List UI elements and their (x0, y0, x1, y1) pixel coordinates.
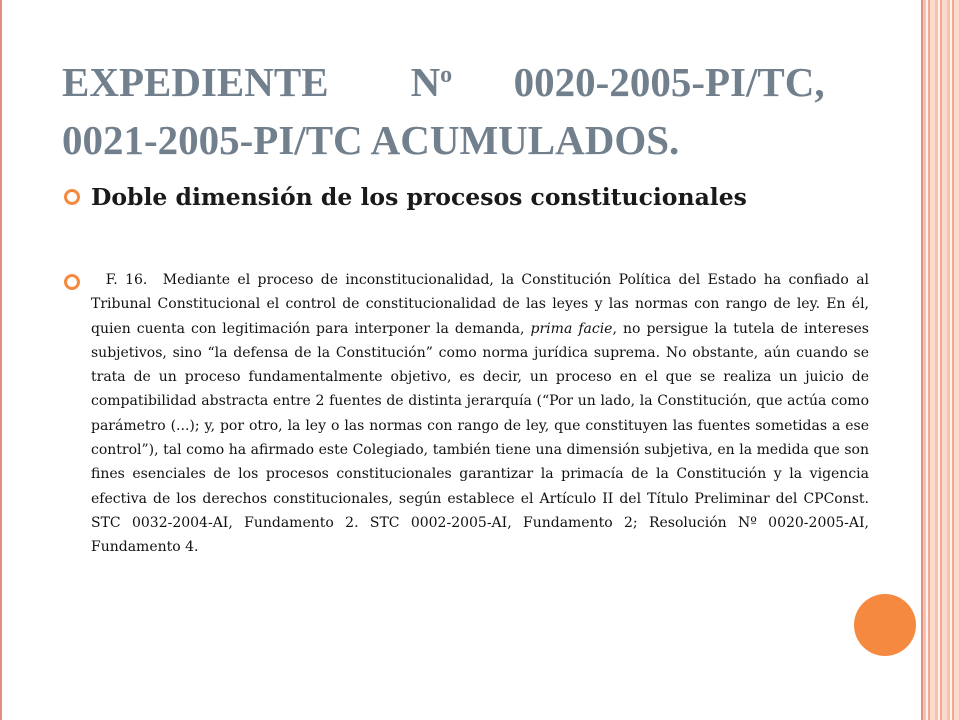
bullet-circle-icon (64, 189, 80, 205)
decorative-orange-circle (854, 594, 916, 656)
title-line1-part2: 0020-2005-PI/TC, (513, 59, 825, 105)
paragraph-italic-term: prima facie (530, 320, 613, 337)
title-line1-part1: EXPEDIENTE (62, 59, 329, 105)
decorative-side-stripe (923, 0, 960, 720)
bullet-heading: Doble dimensión de los procesos constitucionales (91, 183, 747, 211)
paragraph-text-start: Mediante el proceso de inconstitucionalidad, la Constitución Política del Estado ha confiado al Tribunal Constitucional el control de constitucionalidad de las leyes y las normas con rango de ley. En él, quien cuenta con legitimación para interponer la demanda, (91, 272, 870, 337)
title-number-symbol: N (410, 59, 441, 105)
bullet-circle-icon (64, 274, 80, 290)
bullet-paragraph (91, 268, 869, 560)
slide-title (62, 46, 868, 169)
paragraph-reference: F. 16. (105, 272, 148, 288)
paragraph-text-end: , no persigue la tutela de intereses subjetivos, sino “la defensa de la Constitución” como norma jurídica suprema. No obstante, aún cuando se trata de un proceso fundamentalmente objetivo, es decir, un proceso en el que se realiza un juicio de compatibilidad abstracta entre 2 fuentes de distinta jerarquía (“Por un lado, la Constitución, que actúa como parámetro (...); y, por otro, la ley o las normas con rango de ley, que constituyen las fuentes sometidas a ese control”), tal como ha afirmado este Colegiado, también tiene una dimensión subjetiva, en la medida que son fines esenciales de los procesos constitucionales garantizar la primacía de la Constitución y la vigencia efectiva de los derechos constitucionales, según establece el Artículo II del Título Preliminar del CPConst. STC 0032-2004-AI, Fundamento 2. STC 0002-2005-AI, Fundamento 2; Resolución Nº 0020-2005-AI, Fundamento 4. (91, 320, 869, 556)
title-number-superscript: o (440, 62, 453, 88)
title-line2: 0021-2005-PI/TC ACUMULADOS. (62, 117, 680, 163)
